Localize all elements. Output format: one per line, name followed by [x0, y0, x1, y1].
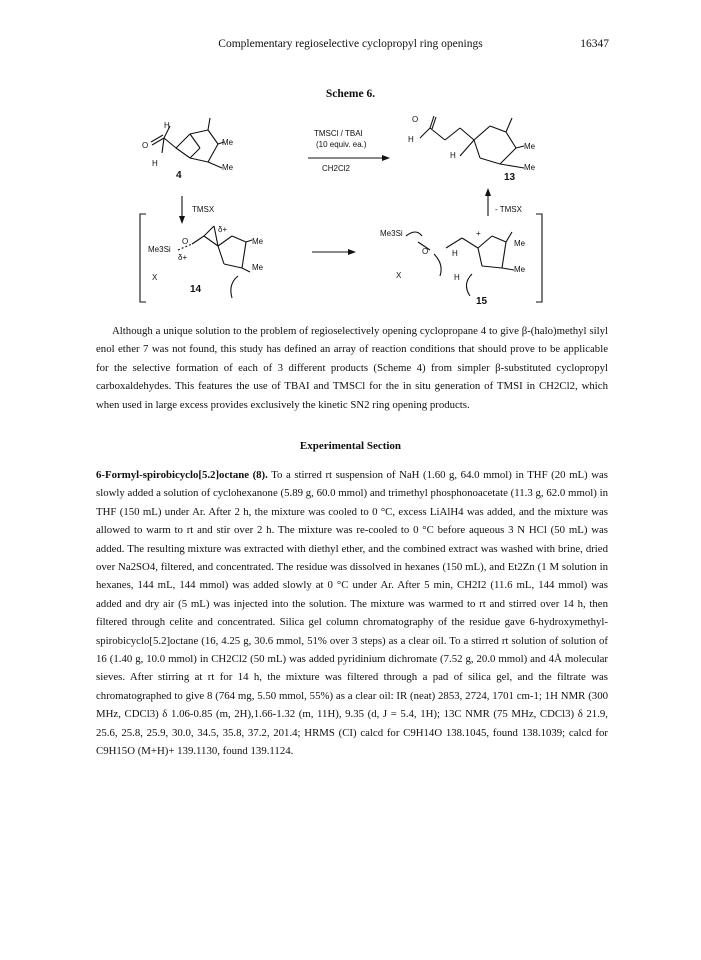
label-me-13b: Me — [524, 163, 536, 172]
label-h-13b: H — [450, 151, 456, 160]
running-title: Complementary regioselective cyclopropyl ring openings — [218, 38, 483, 50]
compound-15-label: 15 — [476, 296, 488, 307]
experimental-paragraph — [96, 466, 608, 761]
scheme-title: Scheme 6. — [325, 88, 376, 100]
structure-4 — [151, 118, 224, 168]
label-me-4b: Me — [222, 163, 234, 172]
label-h-4b: H — [152, 159, 158, 168]
label-me-4a: Me — [222, 138, 234, 147]
compound-14-label: 14 — [190, 284, 202, 295]
scheme-drawing — [100, 108, 600, 308]
label-delta-14a: δ+ — [178, 253, 188, 262]
compound-13-label: 13 — [504, 172, 516, 183]
conclusion-paragraph: Although a unique solution to the problem of regioselectively opening cyclopropane 4 to give β-(halo)methyl silyl enol ether 7 was not found, this study has defined an array of reaction conditions that should prove to be applicable for the selective formation of each of 3 different products (Scheme 4) from simpler β-substituted cyclopropyl carboxaldehydes. This features the use of TBAI and TMSCl for the in situ generation of TMSI in CH2Cl2, which when used in large excess provides exclusively the kinetic SN2 ring opening products. — [96, 325, 608, 411]
tmsx-right-label: - TMSX — [495, 205, 522, 214]
page-number: 16347 — [580, 38, 609, 50]
label-o-15: O — [422, 247, 429, 256]
label-me3si-14: Me3Si — [148, 245, 171, 254]
label-h-15a: H — [452, 249, 458, 258]
compound-heading: 6-Formyl-spirobicyclo[5.2]octane (8). — [96, 469, 268, 481]
reagent-label: TMSCl / TBAI — [314, 129, 363, 138]
structure-13 — [420, 116, 524, 168]
label-h-15b: H — [454, 273, 460, 282]
label-me-13a: Me — [524, 142, 536, 151]
tmsx-left-label: TMSX — [192, 205, 215, 214]
reaction-scheme — [100, 108, 600, 308]
label-me-14a: Me — [252, 237, 264, 246]
label-h-13a: H — [408, 135, 414, 144]
label-me-15a: Me — [514, 239, 526, 248]
label-delta-14b: δ+ — [218, 225, 228, 234]
structure-15 — [406, 232, 514, 296]
label-o-4: O — [142, 141, 149, 150]
experimental-body: To a stirred rt suspension of NaH (1.60 g, 64.0 mmol) in THF (20 mL) was slowly added a solution of cyclohexanone (5.89 g, 60.0 mmol) and trimethyl phosphonoacetate (11.3 g, 62.0 mmol) in THF (150 mL) under Ar. After 2 h, the mixture was cooled to 0 °C, excess LiAlH4 was added, and the mixture was allowed to warm to rt and stir over 2 h. The mixture was re-cooled to 0 °C before aqueous 3 N HCl (50 mL) was added. The resulting mixture was extracted with diethyl ether, and the combined extract was washed with brine, dried over Na2SO4, filtered, and concentrated. The residue was dissolved in hexanes (150 mL), and Et2Zn (1 M solution in hexanes, 144 mL, 144 mmol) was added slowly at 0 °C under Ar. After 5 min, CH2I2 (11.6 mL, 144 mmol) was added and dry air (5 mL) was injected into the solution. The mixture was warmed to rt and stirred over 14 h, then filtered through celite and concentrated. Silica gel column chromatography of the residue gave 6-hydroxymethyl-spirobicyclo[5.2]octane (16, 4.25 g, 30.6 mmol, 51% over 3 steps) as a clear oil. To a stirred rt solution of solution of 16 (1.40 g, 10.0 mmol) in CH2Cl2 (50 mL) was added pyridinium dichromate (7.52 g, 20.0 mmol) and 4Å molecular sieves. After stirring at rt for 14 h, the mixture was filtered through a pad of silica gel, and the filtrate was chromatographed to give 8 (764 mg, 5.50 mmol, 55%) as a clear oil: IR (neat) 2853, 2724, 1701 cm-1; 1H NMR (300 MHz, CDCl3) δ 1.06-0.85 (m, 2H),1.66-1.32 (m, 11H), 9.35 (d, J = 5.4, 1H); 13C NMR (75 MHz, CDCl3) δ 21.9, 25.6, 25.8, 25.9, 30.0, 34.5, 35.8, 37.2, 201.4; HRMS (CI) calcd for C9H14O 138.1045, found 138.1039; calcd for C9H15O (M+H)+ 139.1130, found 139.1124. — [96, 469, 608, 758]
label-h-4a: H — [164, 121, 170, 130]
reagent-equiv-label: (10 equiv. ea.) — [316, 140, 367, 149]
compound-4-label: 4 — [176, 170, 182, 181]
label-o-14: O — [182, 237, 189, 246]
label-plus-15: + — [476, 229, 481, 238]
label-x-14: X — [152, 273, 158, 282]
solvent-label: CH2Cl2 — [322, 164, 351, 173]
label-me-14b: Me — [252, 263, 264, 272]
label-me3si-15: Me3Si — [380, 229, 403, 238]
running-header — [0, 38, 701, 54]
label-me-15b: Me — [514, 265, 526, 274]
label-o-13: O — [412, 115, 419, 124]
section-title: Experimental Section — [299, 440, 402, 452]
label-x-15: X — [396, 271, 402, 280]
